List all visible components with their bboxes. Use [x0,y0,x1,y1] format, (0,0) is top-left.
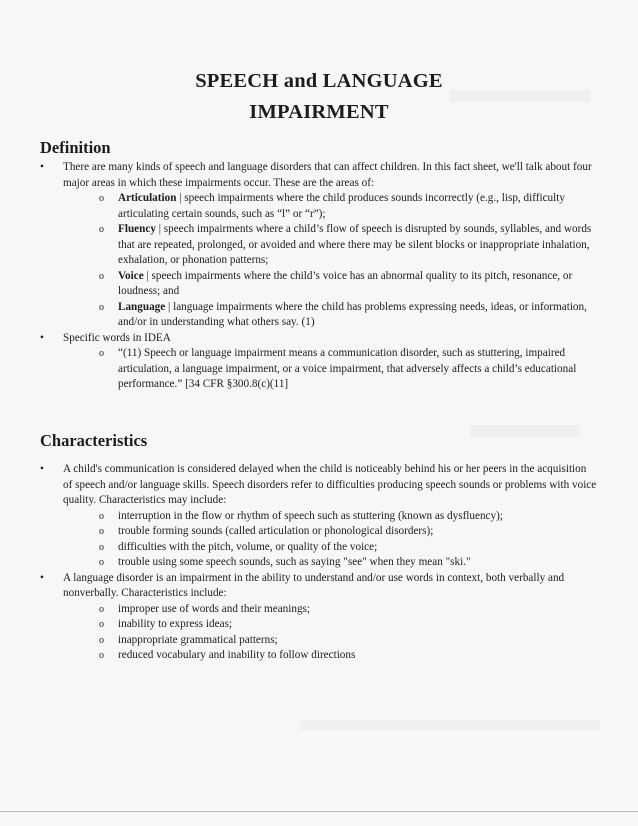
circle-bullet-icon: o [99,541,104,553]
area-text: | language impairments where the child has problems expressing needs, ideas, or information, and/or in understanding what others say. (1) [118,300,587,328]
area-text: | speech impairments where the child produces sounds incorrectly (e.g., lisp, difficulty articulating certain sounds, such as “l” or “r”); [118,192,565,220]
list-item [0,191,638,222]
circle-bullet-icon: o [99,224,104,235]
speech-item: difficulties with the pitch, volume, or quality of the voice; [118,540,378,553]
list-item [0,160,638,191]
language-item: inability to express ideas; [118,618,233,630]
speech-item: trouble forming sounds (called articulation or phonological disorders); [118,525,434,537]
bleed-through [300,720,600,730]
list-item [0,462,638,509]
definition-list [0,160,638,393]
speech-intro: A child's communication is considered delayed when the child is noticeably behind his or her peers in the acquisition of speech and/or language skills. Speech disorders refer to difficulties producing speech sounds or problems with voice quality. Characteristics may include: [63,463,597,506]
language-item: inappropriate grammatical patterns; [118,633,278,646]
idea-quote: “(11) Speech or language impairment means a communication disorder, such as stuttering, impaired articulation, a language impairment, or a voice impairment, that adversely affects a child’s educational performance.” [34 CFR §300.8(c)(11] [118,347,577,390]
list-item [0,524,638,540]
language-item: reduced vocabulary and inability to follow directions [118,649,356,661]
circle-bullet-icon: o [99,619,104,630]
scan-edge-divider [0,811,638,812]
list-item [0,222,638,269]
list-item [0,602,638,618]
speech-item: trouble using some speech sounds, such as saying "see" when they mean "ski." [118,556,471,568]
circle-bullet-icon: o [99,634,104,646]
circle-bullet-icon: o [99,510,104,522]
circle-bullet-icon: o [99,557,104,568]
list-item [0,633,638,649]
list-item [0,269,638,300]
area-term: Language [118,300,166,313]
area-term: Fluency [118,223,156,235]
list-item [0,540,638,556]
circle-bullet-icon: o [99,301,104,313]
list-item [0,555,638,571]
characteristics-list [0,462,638,664]
circle-bullet-icon: o [99,348,104,359]
bullet-icon: • [40,463,44,475]
area-term: Voice [118,269,144,282]
speech-item: interruption in the flow or rhythm of speech such as stuttering (known as dysfluency); [118,509,503,522]
page-title-line2: IMPAIRMENT [249,101,389,123]
area-text: | speech impairments where the child’s voice has an abnormal quality to its pitch, resonance, or loudness; and [118,269,573,297]
page-title-line1: SPEECH and LANGUAGE [195,70,443,92]
circle-bullet-icon: o [99,603,104,615]
list-item [0,509,638,525]
bleed-through [470,425,580,437]
definition-heading: Definition [40,138,111,157]
area-text: | speech impairments where a child’s flow of speech is disrupted by sounds, syllables, and words that are repeated, prolonged, or avoided and where there may be silent blocks or inappropriate inhalation, exhalation, or phonation patterns; [118,223,592,266]
list-item [0,300,638,331]
idea-label: Specific words in IDEA [63,331,171,344]
definition-intro: There are many kinds of speech and language disorders that can affect children. In this fact sheet, we'll talk about four major areas in which these impairments occur. These are the areas of: [63,161,592,189]
language-item: improper use of words and their meanings; [118,602,311,615]
list-item [0,346,638,393]
list-item [0,331,638,347]
bullet-icon: • [40,331,44,344]
circle-bullet-icon: o [99,270,104,282]
language-intro: A language disorder is an impairment in the ability to understand and/or use words in context, both verbally and nonverbally. Characteristics include: [63,571,565,599]
list-item [0,648,638,664]
characteristics-heading: Characteristics [40,431,148,450]
circle-bullet-icon: o [99,526,104,537]
bullet-icon: • [40,571,44,584]
circle-bullet-icon: o [99,193,104,204]
circle-bullet-icon: o [99,650,104,661]
bullet-icon: • [40,161,44,173]
list-item [0,571,638,602]
area-term: Articulation [118,192,177,204]
list-item [0,617,638,633]
